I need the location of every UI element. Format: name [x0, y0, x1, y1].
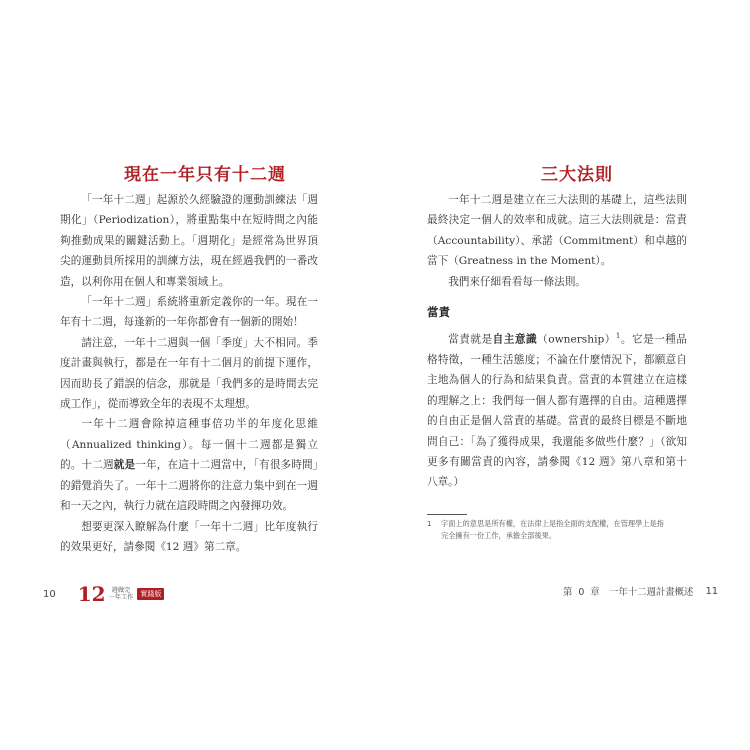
footnote: [427, 518, 667, 542]
left-paragraph-2: 「一年十二週」系統將重新定義你的一年。現在一年有十二週，每逢新的一年你都會有一個新的開始！: [60, 296, 318, 329]
right-intro-paragraph: 一年十二週是建立在三大法則的基礎上，這些法則最終決定一個人的效率和成就。這三大法則就是：當責（Accountability）、承諾（Commitment）和卓越的當下（Greatness in the Moment）。: [427, 194, 687, 268]
para4-bold: 就是: [113, 459, 136, 472]
left-page-title: 現在一年只有十二週: [124, 165, 286, 185]
section-heading: 當責: [427, 305, 450, 320]
section-bold: 自主意識: [492, 333, 538, 346]
right-page-title: 三大法則: [541, 165, 613, 185]
section-paragraph: [427, 326, 687, 493]
left-paragraph-4: [60, 414, 318, 516]
right-intro-paragraph-2: 我們來仔細看看每一條法則。: [448, 275, 586, 288]
left-paragraph-1: 「一年十二週」起源於久經驗證的運動訓練法「週期化」（Periodization），將重點集中在短時間之內能夠推動成果的關鍵活動上。「週期化」是經常為世界頂尖的運動員所採用的訓練方法，現在經過我們的一番改造，以利你用在個人和專業領域上。: [60, 194, 318, 288]
footnote-ref: 1: [615, 332, 621, 341]
section-text-a: 當責就是: [448, 333, 493, 346]
footnote-text: 字面上的意思是所有權，在法律上是指全面的支配權，在管理學上是指完全擁有一份工作，承擔全部後果。: [441, 519, 664, 540]
right-page-body: [427, 190, 687, 493]
running-head: 第 0 章 一年十二週計畫概述: [563, 587, 694, 598]
section-text-c: 。它是一種品格特徵，一種生活態度；不論在什麼情況下，都願意自主地為個人的行為和結果負責。當責的本質建立在這樣的理解之上：我們每一個人都有選擇的自由。這種選擇的自由正是個人當責的基礎。當責的最終目標是不斷地問自己：「為了獲得成果，我還能多做些什麼？」（欲知更多有關當責的內容，請參閱《12 週》第八章和第十八章。）: [427, 333, 688, 489]
logo-text: [109, 587, 134, 601]
right-page-number: 11: [705, 585, 719, 597]
right-footer: [563, 584, 718, 598]
left-footer: [43, 584, 164, 604]
para4-text-a: 一年十二週會除掉這種事倍功半的年度化思維（Annualized thinking）。每一個十二週都是獨立的。十二週: [60, 418, 318, 472]
footnote-number: 1: [427, 519, 432, 528]
left-page-body: [60, 190, 318, 557]
book-logo: [78, 584, 165, 604]
edition-badge: 實踐版: [137, 588, 164, 600]
logo-line-2: 一年工作: [108, 594, 134, 601]
left-page-number: 10: [43, 588, 56, 600]
logo-number: 12: [77, 582, 106, 606]
section-text-b: （ownership）: [537, 333, 616, 346]
logo-line-1: 週做完: [111, 587, 131, 594]
left-paragraph-3: 請注意，一年十二週與一個「季度」大不相同。季度計畫與執行，都是在一年有十二個月的前提下運作，因而助長了錯誤的信念，那就是「我們多的是時間去完成工作」，從而導致全年的表現不太理想。: [60, 336, 318, 411]
left-paragraph-5: 想要更深入瞭解為什麼「一年十二週」比年度執行的效果更好，請參閱《12 週》第二章。: [60, 520, 318, 553]
footnote-divider: [427, 514, 467, 515]
right-page: [375, 0, 750, 750]
para4-text-b: 一年，在這十二週當中，「有很多時間」的錯覺消失了。一年十二週將你的注意力集中到在一週和一天之內，執行力就在這段時間之內發揮功效。: [60, 459, 318, 513]
